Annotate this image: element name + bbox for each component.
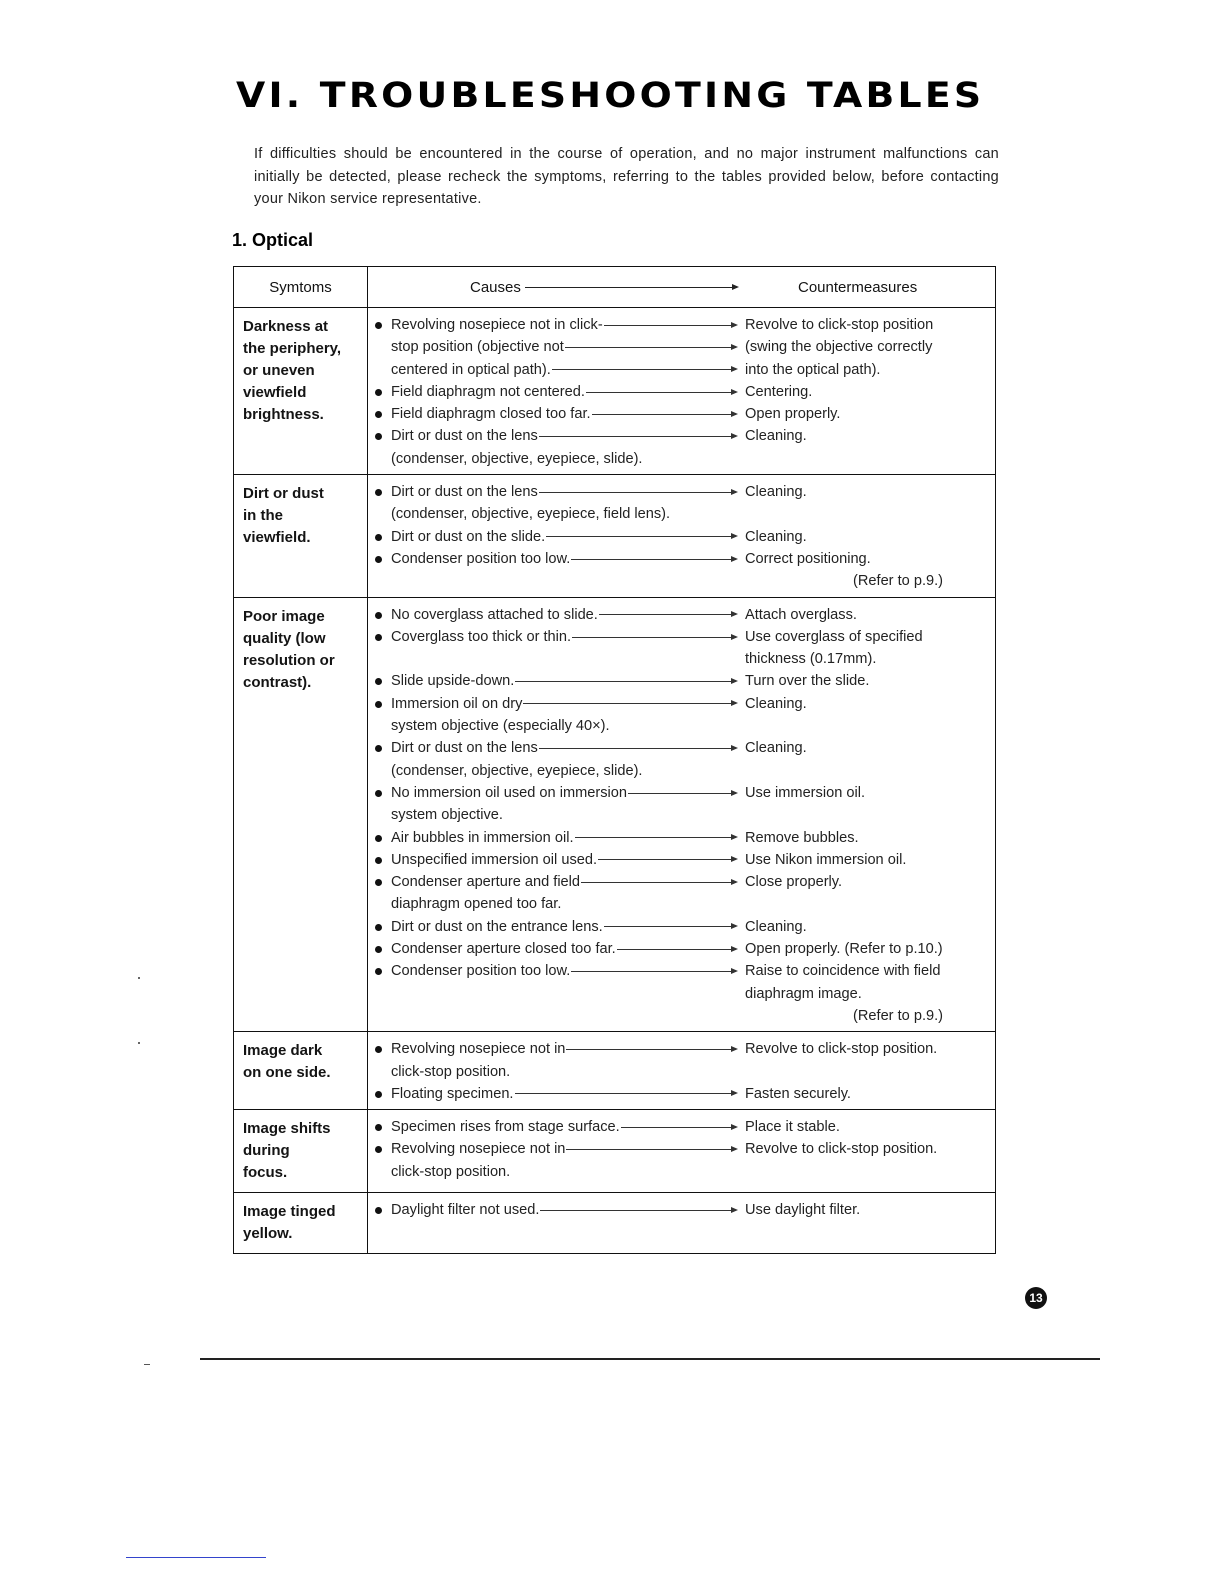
bullet-icon [375, 946, 382, 953]
cause-measure-cell [368, 1110, 995, 1192]
cause [391, 1138, 736, 1160]
cause-measure-cell [368, 475, 995, 596]
cause-line [368, 938, 995, 960]
countermeasure-text: Open properly. (Refer to p.10.) [745, 941, 943, 958]
cause [391, 893, 561, 915]
countermeasure-text: Revolve to click-stop position. [745, 1041, 938, 1058]
bullet-icon [375, 389, 382, 396]
countermeasure-text: Revolve to click-stop position. [745, 1141, 938, 1158]
cause [391, 938, 736, 960]
cause-text: Floating specimen. [391, 1085, 514, 1102]
cause [391, 760, 642, 782]
cause-line [368, 503, 995, 525]
arrow-icon [515, 1093, 736, 1094]
page-title: VI. TROUBLESHOOTING TABLES [236, 76, 985, 116]
arrow-icon [539, 748, 736, 749]
bullet-icon [375, 678, 382, 685]
bullet-icon [375, 556, 382, 563]
countermeasure-text: Place it stable. [745, 1119, 840, 1136]
countermeasure-text: Cleaning. [745, 428, 807, 445]
arrow-icon [571, 559, 736, 560]
bullet-icon [375, 1207, 382, 1214]
countermeasure-text: Centering. [745, 383, 813, 400]
countermeasure-text: (swing the objective correctly [745, 339, 933, 356]
arrow-icon [598, 859, 736, 860]
header-arrow-icon [525, 287, 737, 288]
cause-text: No coverglass attached to slide. [391, 606, 598, 623]
cause-measure-cell [368, 598, 995, 1032]
intro-paragraph: If difficulties should be encountered in the course of operation, and no major instrument malfunctions can initially be detected, please recheck the symptoms, referring to the tables provided below, before contacting your Nikon service representative. [254, 146, 999, 207]
cause-line [368, 1138, 995, 1160]
cause-text: diaphragm opened too far. [391, 896, 562, 913]
margin-mark [138, 977, 140, 979]
cause-line [368, 425, 995, 447]
cause-line [368, 481, 995, 503]
cause-text: Coverglass too thick or thin. [391, 628, 572, 645]
header-causes-countermeasures [368, 267, 995, 307]
cause-line [368, 893, 995, 915]
arrow-icon [571, 971, 736, 972]
arrow-icon [604, 926, 736, 927]
bullet-icon [375, 1124, 382, 1131]
cause-text: system objective (especially 40×). [391, 718, 610, 735]
arrow-icon [581, 882, 736, 883]
cause [391, 916, 736, 938]
symptom-line: Image dark [243, 1042, 323, 1060]
countermeasure-text: Use Nikon immersion oil. [745, 851, 907, 868]
cause [391, 1083, 736, 1105]
cause [391, 715, 610, 737]
cause-line [368, 715, 995, 737]
arrow-icon [540, 1210, 736, 1211]
margin-mark [138, 1042, 140, 1044]
bottom-rule [200, 1358, 1100, 1360]
bullet-icon [375, 433, 382, 440]
cause [391, 1161, 510, 1183]
countermeasure-text: Use coverglass of specified [745, 628, 923, 645]
symptom-line: Poor image [243, 607, 325, 625]
troubleshooting-table [233, 266, 996, 1254]
cause-line [368, 403, 995, 425]
cause [391, 503, 670, 525]
cause-text: Condenser aperture closed too far. [391, 941, 616, 958]
countermeasure-text: Use immersion oil. [745, 784, 866, 801]
symptom-line: viewfield [243, 384, 307, 401]
cause [391, 871, 736, 893]
table-row [234, 1110, 995, 1193]
symptom-cell [234, 1110, 368, 1192]
cause [391, 448, 642, 470]
bullet-icon [375, 857, 382, 864]
table-row [234, 308, 995, 475]
cause [391, 359, 736, 381]
bullet-icon [375, 924, 382, 931]
cause-text: Unspecified immersion oil used. [391, 851, 598, 868]
cause-line [368, 336, 995, 358]
bullet-icon [375, 534, 382, 541]
table-body [234, 308, 995, 1253]
arrow-icon [604, 325, 736, 326]
arrow-icon [621, 1127, 736, 1128]
cause-line [368, 849, 995, 871]
cause-text: (condenser, objective, eyepiece, slide). [391, 450, 643, 467]
symptom-cell [234, 598, 368, 1032]
cause-text: click-stop position. [391, 1063, 511, 1080]
cause [391, 737, 736, 759]
bullet-icon [375, 634, 382, 641]
cause [391, 381, 736, 403]
cause [391, 804, 503, 826]
header-causes: Causes [470, 278, 521, 296]
cause-text: Dirt or dust on the lens [391, 428, 538, 445]
arrow-icon [566, 1049, 736, 1050]
bullet-icon [375, 322, 382, 329]
symptom-cell [234, 308, 368, 474]
arrow-icon [539, 492, 736, 493]
arrow-icon [617, 949, 736, 950]
cause-line [368, 804, 995, 826]
cause-text: click-stop position. [391, 1163, 511, 1180]
symptom-line: Darkness at [243, 318, 329, 335]
cause-text: Slide upside-down. [391, 673, 515, 690]
arrow-icon [539, 436, 736, 437]
cause [391, 314, 736, 336]
cause [391, 481, 736, 503]
cause-measure-cell [368, 1032, 995, 1109]
cause-text: Field diaphragm not centered. [391, 383, 585, 400]
bullet-icon [375, 1046, 382, 1053]
countermeasure-text: Raise to coincidence with field [745, 963, 941, 980]
bullet-icon [375, 745, 382, 752]
table-header [234, 267, 995, 308]
cause-line [368, 570, 995, 592]
cause [391, 827, 736, 849]
symptom-line: yellow. [243, 1225, 293, 1243]
symptom-line: during [243, 1142, 290, 1160]
countermeasure-text: Use daylight filter. [745, 1202, 861, 1219]
cause [391, 604, 736, 626]
countermeasure-text: into the optical path). [745, 361, 881, 378]
cause-line [368, 626, 995, 648]
cause-measure-cell [368, 1193, 995, 1253]
cause-text: Dirt or dust on the entrance lens. [391, 918, 603, 935]
cause [391, 548, 736, 570]
countermeasure-text: Cleaning. [745, 528, 807, 545]
cause-line [368, 1199, 995, 1221]
arrow-icon [599, 614, 736, 615]
countermeasure-text: Close properly. [745, 874, 843, 891]
cause [391, 782, 736, 804]
cause-line [368, 916, 995, 938]
bullet-icon [375, 701, 382, 708]
countermeasure-text: Revolve to click-stop position [745, 317, 934, 333]
countermeasure-text: Cleaning. [745, 918, 807, 935]
cause-text: Field diaphragm closed too far. [391, 406, 591, 423]
table-row [234, 598, 995, 1033]
cause-text: Condenser aperture and field [391, 874, 581, 891]
cause [391, 403, 736, 425]
cause [391, 626, 736, 648]
symptom-line: contrast). [243, 673, 312, 691]
symptom-line: in the [243, 507, 283, 525]
cause-text: Daylight filter not used. [391, 1202, 540, 1219]
symptom-line: Dirt or dust [243, 485, 324, 503]
cause-line [368, 526, 995, 548]
countermeasure-text: Attach overglass. [745, 606, 857, 623]
cause-line [368, 448, 995, 470]
arrow-icon [565, 347, 736, 348]
countermeasure-text: Open properly. [745, 406, 841, 423]
bullet-icon [375, 968, 382, 975]
arrow-icon [586, 392, 736, 393]
cause-text: No immersion oil used on immersion [391, 784, 628, 801]
page-number-badge: 13 [1025, 1287, 1047, 1309]
cause-line [368, 760, 995, 782]
countermeasure-text: diaphragm image. [745, 985, 862, 1002]
countermeasure-text: Cleaning. [745, 484, 807, 501]
symptom-line: focus. [243, 1164, 288, 1182]
cause [391, 1061, 510, 1083]
arrow-icon [572, 637, 736, 638]
cause-text: Revolving nosepiece not in [391, 1141, 566, 1158]
symptom-line: resolution or [243, 651, 335, 669]
table-row [234, 475, 995, 597]
cause [391, 849, 736, 871]
cause-line [368, 381, 995, 403]
cause-line [368, 983, 995, 1005]
bottom-rule-fragment [144, 1364, 150, 1365]
symptom-line: or uneven [243, 362, 315, 379]
cause-line [368, 359, 995, 381]
arrow-icon [523, 703, 736, 704]
symptom-cell [234, 1193, 368, 1253]
cause-line [368, 670, 995, 692]
bullet-icon [375, 790, 382, 797]
symptom-cell [234, 475, 368, 596]
symptom-line: brightness. [243, 406, 324, 423]
symptom-line: viewfield. [243, 529, 311, 547]
bullet-icon [375, 835, 382, 842]
bullet-icon [375, 879, 382, 886]
cause-line [368, 1116, 995, 1138]
arrow-icon [575, 837, 736, 838]
cause-text: Condenser position too low. [391, 963, 571, 980]
cause-text: Dirt or dust on the lens [391, 740, 538, 757]
cause-line [368, 1161, 995, 1183]
countermeasure-text: Cleaning. [745, 740, 807, 757]
table-row [234, 1032, 995, 1110]
header-symptoms: Symtoms [234, 267, 368, 307]
cause-text: Revolving nosepiece not in [391, 1041, 566, 1058]
reference-text: (Refer to p.9.) [853, 573, 944, 590]
symptom-line: Image tinged [243, 1203, 336, 1221]
cause [391, 670, 736, 692]
cause [391, 1038, 736, 1060]
cause-text: centered in optical path). [391, 361, 551, 378]
arrow-icon [515, 681, 736, 682]
cause-line [368, 548, 995, 570]
cause [391, 693, 736, 715]
bullet-icon [375, 1146, 382, 1153]
symptom-cell [234, 1032, 368, 1109]
cause-line [368, 1038, 995, 1060]
header-countermeasures: Countermeasures [798, 278, 918, 296]
symptom-line: the periphery, [243, 340, 342, 357]
cause-measure-cell [368, 308, 995, 474]
cause-line [368, 1005, 995, 1027]
cause-line [368, 737, 995, 759]
cause-text: Immersion oil on dry [391, 695, 523, 712]
arrow-icon [628, 793, 736, 794]
section-heading: 1. Optical [232, 230, 314, 250]
symptom-line: Image shifts [243, 1120, 331, 1138]
arrow-icon [552, 369, 736, 370]
countermeasure-text: Remove bubbles. [745, 829, 859, 846]
cause-text: Dirt or dust on the lens [391, 484, 538, 501]
cause [391, 1116, 736, 1138]
cause-line [368, 693, 995, 715]
cause-text: (condenser, objective, eyepiece, slide). [391, 762, 643, 779]
arrow-icon [592, 414, 736, 415]
cause-line [368, 1083, 995, 1105]
cause-text: Dirt or dust on the slide. [391, 528, 546, 545]
cause [391, 336, 736, 358]
reference-text: (Refer to p.9.) [853, 1007, 944, 1024]
countermeasure-text: Fasten securely. [745, 1085, 851, 1102]
cause-line [368, 960, 995, 982]
blue-rule [126, 1557, 266, 1558]
bullet-icon [375, 1091, 382, 1098]
cause [391, 526, 736, 548]
cause-line [368, 782, 995, 804]
cause-line [368, 1061, 995, 1083]
cause-line [368, 871, 995, 893]
countermeasure-text: thickness (0.17mm). [745, 651, 877, 668]
countermeasure-text: Cleaning. [745, 695, 807, 712]
cause-line [368, 314, 995, 336]
cause [391, 425, 736, 447]
countermeasure-text: Turn over the slide. [745, 673, 870, 690]
cause [391, 1199, 736, 1221]
symptom-line: on one side. [243, 1064, 331, 1082]
bullet-icon [375, 612, 382, 619]
arrow-icon [566, 1149, 736, 1150]
cause-line [368, 604, 995, 626]
cause-text: (condenser, objective, eyepiece, field lens). [391, 506, 671, 523]
cause-text: Specimen rises from stage surface. [391, 1119, 620, 1136]
cause-text: Revolving nosepiece not in click- [391, 317, 603, 333]
cause-text: stop position (objective not [391, 339, 564, 356]
bullet-icon [375, 489, 382, 496]
cause [391, 960, 736, 982]
bullet-icon [375, 411, 382, 418]
table-row [234, 1193, 995, 1253]
countermeasure-text: Correct positioning. [745, 550, 871, 567]
arrow-icon [546, 536, 736, 537]
symptom-line: quality (low [243, 629, 326, 647]
cause-line [368, 827, 995, 849]
cause-text: Condenser position too low. [391, 550, 571, 567]
cause-line [368, 648, 995, 670]
cause-text: Air bubbles in immersion oil. [391, 829, 574, 846]
cause-text: system objective. [391, 807, 503, 824]
